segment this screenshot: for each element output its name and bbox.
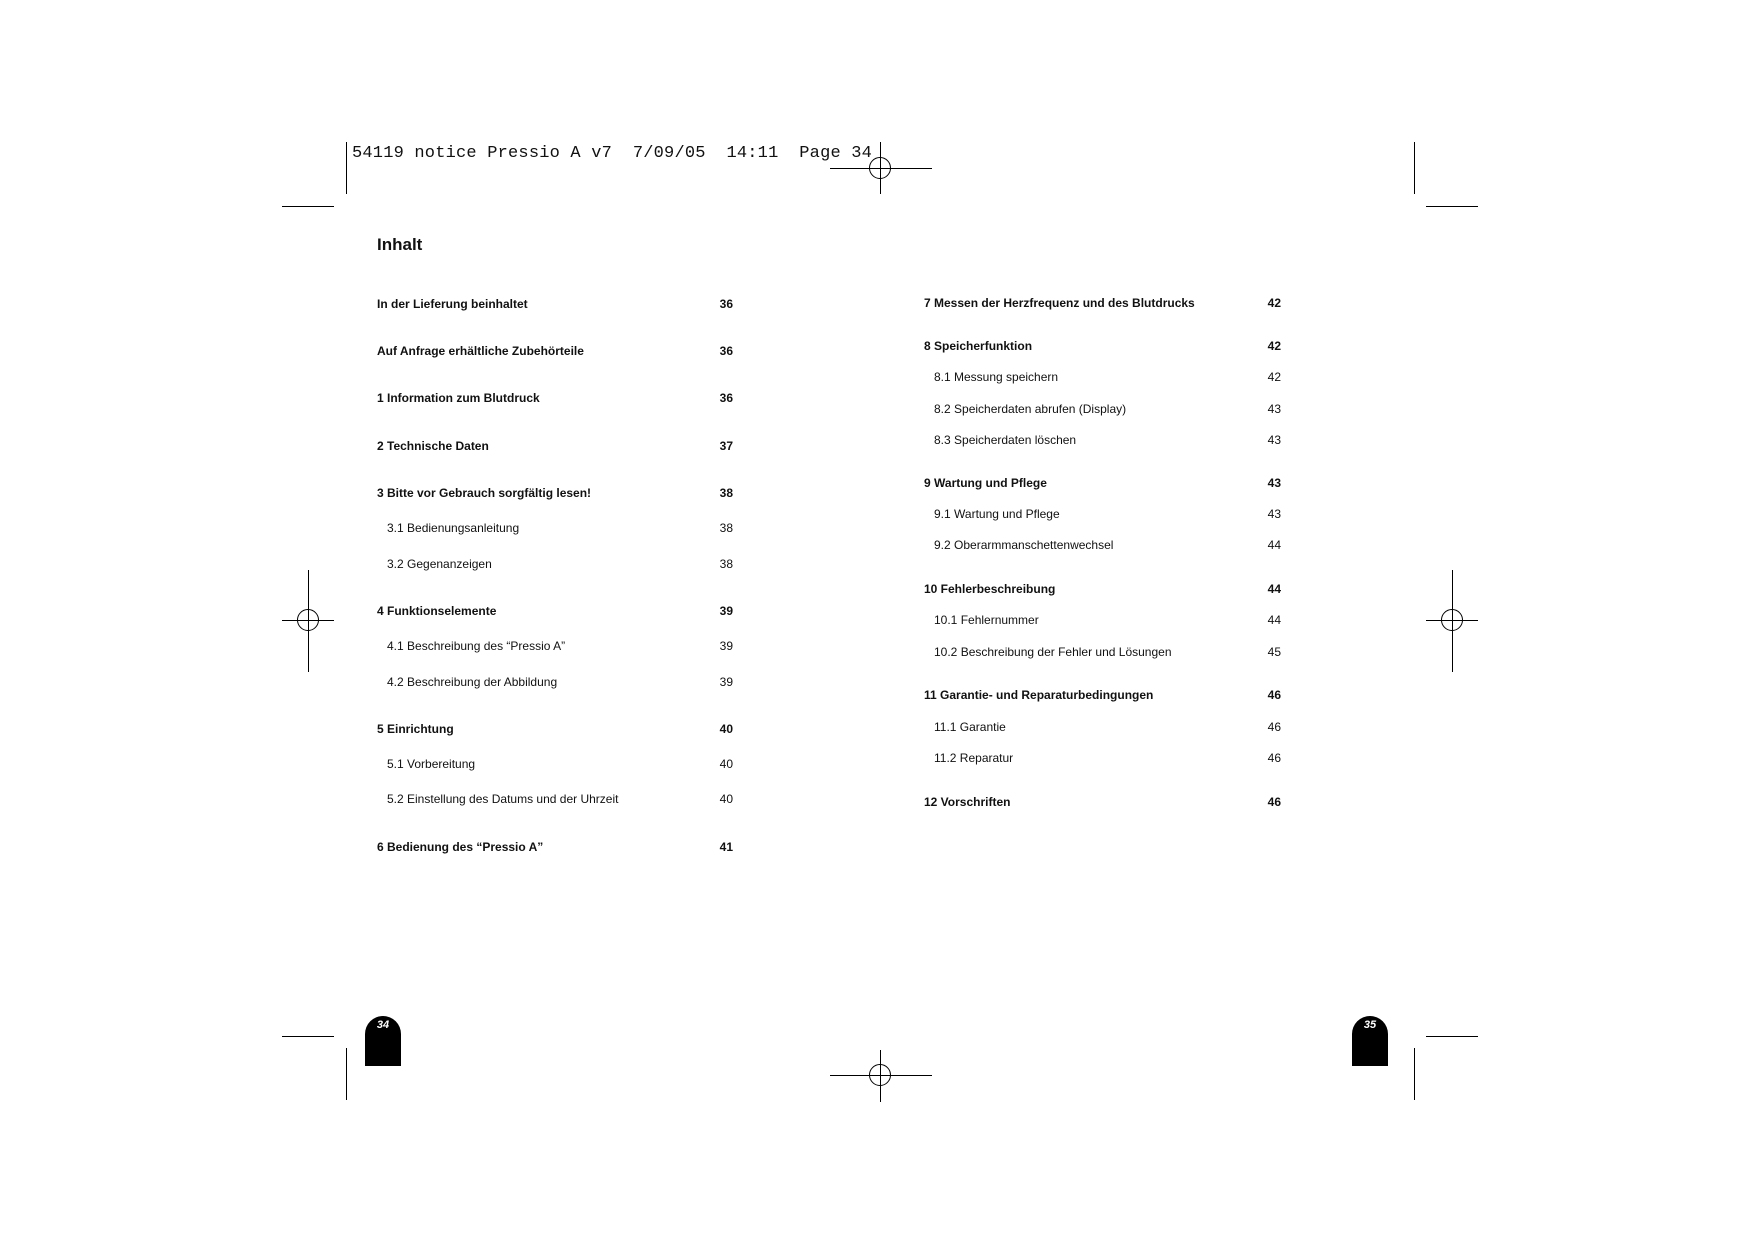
toc-entry-label: 7 Messen der Herzfrequenz und des Blutdrucks — [924, 296, 1195, 310]
toc-entry-page: 38 — [719, 521, 733, 535]
crop-mark — [282, 1036, 334, 1037]
toc-entry-label: 11.1 Garantie — [934, 720, 1006, 734]
toc-entry[interactable] — [377, 342, 733, 360]
crop-mark — [1426, 1036, 1478, 1037]
toc-entry-label: 6 Bedienung des “Pressio A” — [377, 840, 544, 854]
toc-entry[interactable] — [924, 505, 1281, 523]
toc-entry[interactable] — [377, 755, 733, 773]
printer-slug: 54119 notice Pressio A v7 7/09/05 14:11 Page 34 — [352, 144, 873, 163]
toc-entry-label: 4.2 Beschreibung der Abbildung — [387, 675, 558, 689]
crop-mark — [1426, 206, 1478, 207]
toc-entry[interactable] — [924, 400, 1281, 418]
toc-entry-page: 36 — [719, 297, 733, 311]
registration-circle — [1441, 609, 1463, 631]
toc-entry-page: 46 — [1267, 688, 1281, 702]
toc-entry[interactable] — [924, 337, 1281, 355]
toc-entry[interactable] — [924, 718, 1281, 736]
toc-entry-label: 3.2 Gegenanzeigen — [387, 557, 492, 571]
toc-entry-label: In der Lieferung beinhaltet — [377, 297, 528, 311]
toc-entry[interactable] — [377, 555, 733, 573]
toc-entry-page: 46 — [1267, 795, 1281, 809]
toc-entry-label: 1 Information zum Blutdruck — [377, 391, 540, 405]
toc-entry-page: 38 — [719, 557, 733, 571]
toc-entry-label: Auf Anfrage erhältliche Zubehörteile — [377, 344, 584, 358]
toc-entry-page: 40 — [719, 722, 733, 736]
toc-entry-label: 5 Einrichtung — [377, 722, 454, 736]
toc-entry[interactable] — [377, 437, 733, 455]
page-number-tab-left — [365, 1016, 401, 1066]
toc-entry[interactable] — [377, 637, 733, 655]
crop-mark — [346, 142, 347, 194]
toc-entry-page: 42 — [1267, 339, 1281, 353]
toc-entry[interactable] — [377, 389, 733, 407]
toc-entry-page: 43 — [1267, 433, 1281, 447]
toc-entry[interactable] — [924, 793, 1281, 811]
toc-entry-page: 41 — [719, 840, 733, 854]
toc-entry-label: 4.1 Beschreibung des “Pressio A” — [387, 639, 566, 653]
toc-entry[interactable] — [924, 643, 1281, 661]
toc-entry-label: 12 Vorschriften — [924, 795, 1011, 809]
toc-entry-label: 3.1 Bedienungsanleitung — [387, 521, 520, 535]
toc-entry[interactable] — [377, 295, 733, 313]
registration-circle — [869, 1064, 891, 1086]
toc-entry-page: 42 — [1267, 296, 1281, 310]
toc-entry-page: 44 — [1267, 582, 1281, 596]
toc-entry[interactable] — [924, 580, 1281, 598]
toc-entry-label: 9.1 Wartung und Pflege — [934, 507, 1060, 521]
toc-entry-label: 3 Bitte vor Gebrauch sorgfältig lesen! — [377, 486, 592, 500]
crop-mark — [346, 1048, 347, 1100]
toc-entry[interactable] — [377, 484, 733, 502]
toc-entry-page: 37 — [719, 439, 733, 453]
toc-entry-page: 43 — [1267, 507, 1281, 521]
toc-entry-label: 4 Funktionselemente — [377, 604, 497, 618]
toc-entry-page: 46 — [1267, 720, 1281, 734]
toc-entry-label: 8 Speicherfunktion — [924, 339, 1033, 353]
toc-entry[interactable] — [924, 368, 1281, 386]
toc-entry[interactable] — [924, 294, 1281, 312]
toc-entry-page: 44 — [1267, 613, 1281, 627]
toc-entry[interactable] — [377, 790, 733, 808]
toc-entry-label: 10.2 Beschreibung der Fehler und Lösungen — [934, 645, 1172, 659]
page-number-right: 35 — [1363, 1019, 1377, 1031]
toc-entry[interactable] — [377, 602, 733, 620]
toc-entry-label: 8.1 Messung speichern — [934, 370, 1059, 384]
registration-circle — [869, 157, 891, 179]
toc-entry-page: 38 — [719, 486, 733, 500]
toc-entry-page: 43 — [1267, 476, 1281, 490]
toc-entry-label: 5.1 Vorbereitung — [387, 757, 476, 771]
toc-entry-label: 10 Fehlerbeschreibung — [924, 582, 1056, 596]
toc-entry-label: 9 Wartung und Pflege — [924, 476, 1047, 490]
toc-entry-page: 39 — [719, 604, 733, 618]
toc-entry-label: 8.2 Speicherdaten abrufen (Display) — [934, 402, 1127, 416]
toc-entry-label: 9.2 Oberarmmanschettenwechsel — [934, 538, 1114, 552]
toc-entry-page: 43 — [1267, 402, 1281, 416]
toc-entry-page: 36 — [719, 344, 733, 358]
toc-entry-page: 39 — [719, 675, 733, 689]
toc-entry-page: 40 — [719, 757, 733, 771]
toc-entry[interactable] — [924, 611, 1281, 629]
toc-entry-label: 10.1 Fehlernummer — [934, 613, 1039, 627]
toc-entry[interactable] — [377, 720, 733, 738]
crop-mark — [282, 206, 334, 207]
toc-entry-page: 39 — [719, 639, 733, 653]
toc-entry[interactable] — [924, 474, 1281, 492]
toc-entry[interactable] — [924, 686, 1281, 704]
toc-entry[interactable] — [924, 536, 1281, 554]
toc-entry-label: 5.2 Einstellung des Datums und der Uhrzeit — [387, 792, 619, 806]
toc-entry[interactable] — [924, 749, 1281, 767]
toc-entry-label: 11 Garantie- und Reparaturbedingungen — [924, 688, 1154, 702]
toc-entry[interactable] — [377, 673, 733, 691]
toc-entry-label: 2 Technische Daten — [377, 439, 489, 453]
crop-mark — [1414, 142, 1415, 194]
page-number-tab-right — [1352, 1016, 1388, 1066]
crop-mark — [1414, 1048, 1415, 1100]
toc-entry-page: 46 — [1267, 751, 1281, 765]
toc-entry-page: 44 — [1267, 538, 1281, 552]
page-title: Inhalt — [377, 235, 423, 254]
toc-entry-page: 42 — [1267, 370, 1281, 384]
page-number-left: 34 — [376, 1019, 390, 1031]
toc-entry[interactable] — [377, 519, 733, 537]
toc-entry-page: 40 — [719, 792, 733, 806]
toc-entry[interactable] — [377, 838, 733, 856]
toc-entry-page: 45 — [1267, 645, 1281, 659]
registration-circle — [297, 609, 319, 631]
toc-entry-page: 36 — [719, 391, 733, 405]
toc-entry-label: 8.3 Speicherdaten löschen — [934, 433, 1077, 447]
toc-entry[interactable] — [924, 431, 1281, 449]
toc-entry-label: 11.2 Reparatur — [934, 751, 1014, 765]
